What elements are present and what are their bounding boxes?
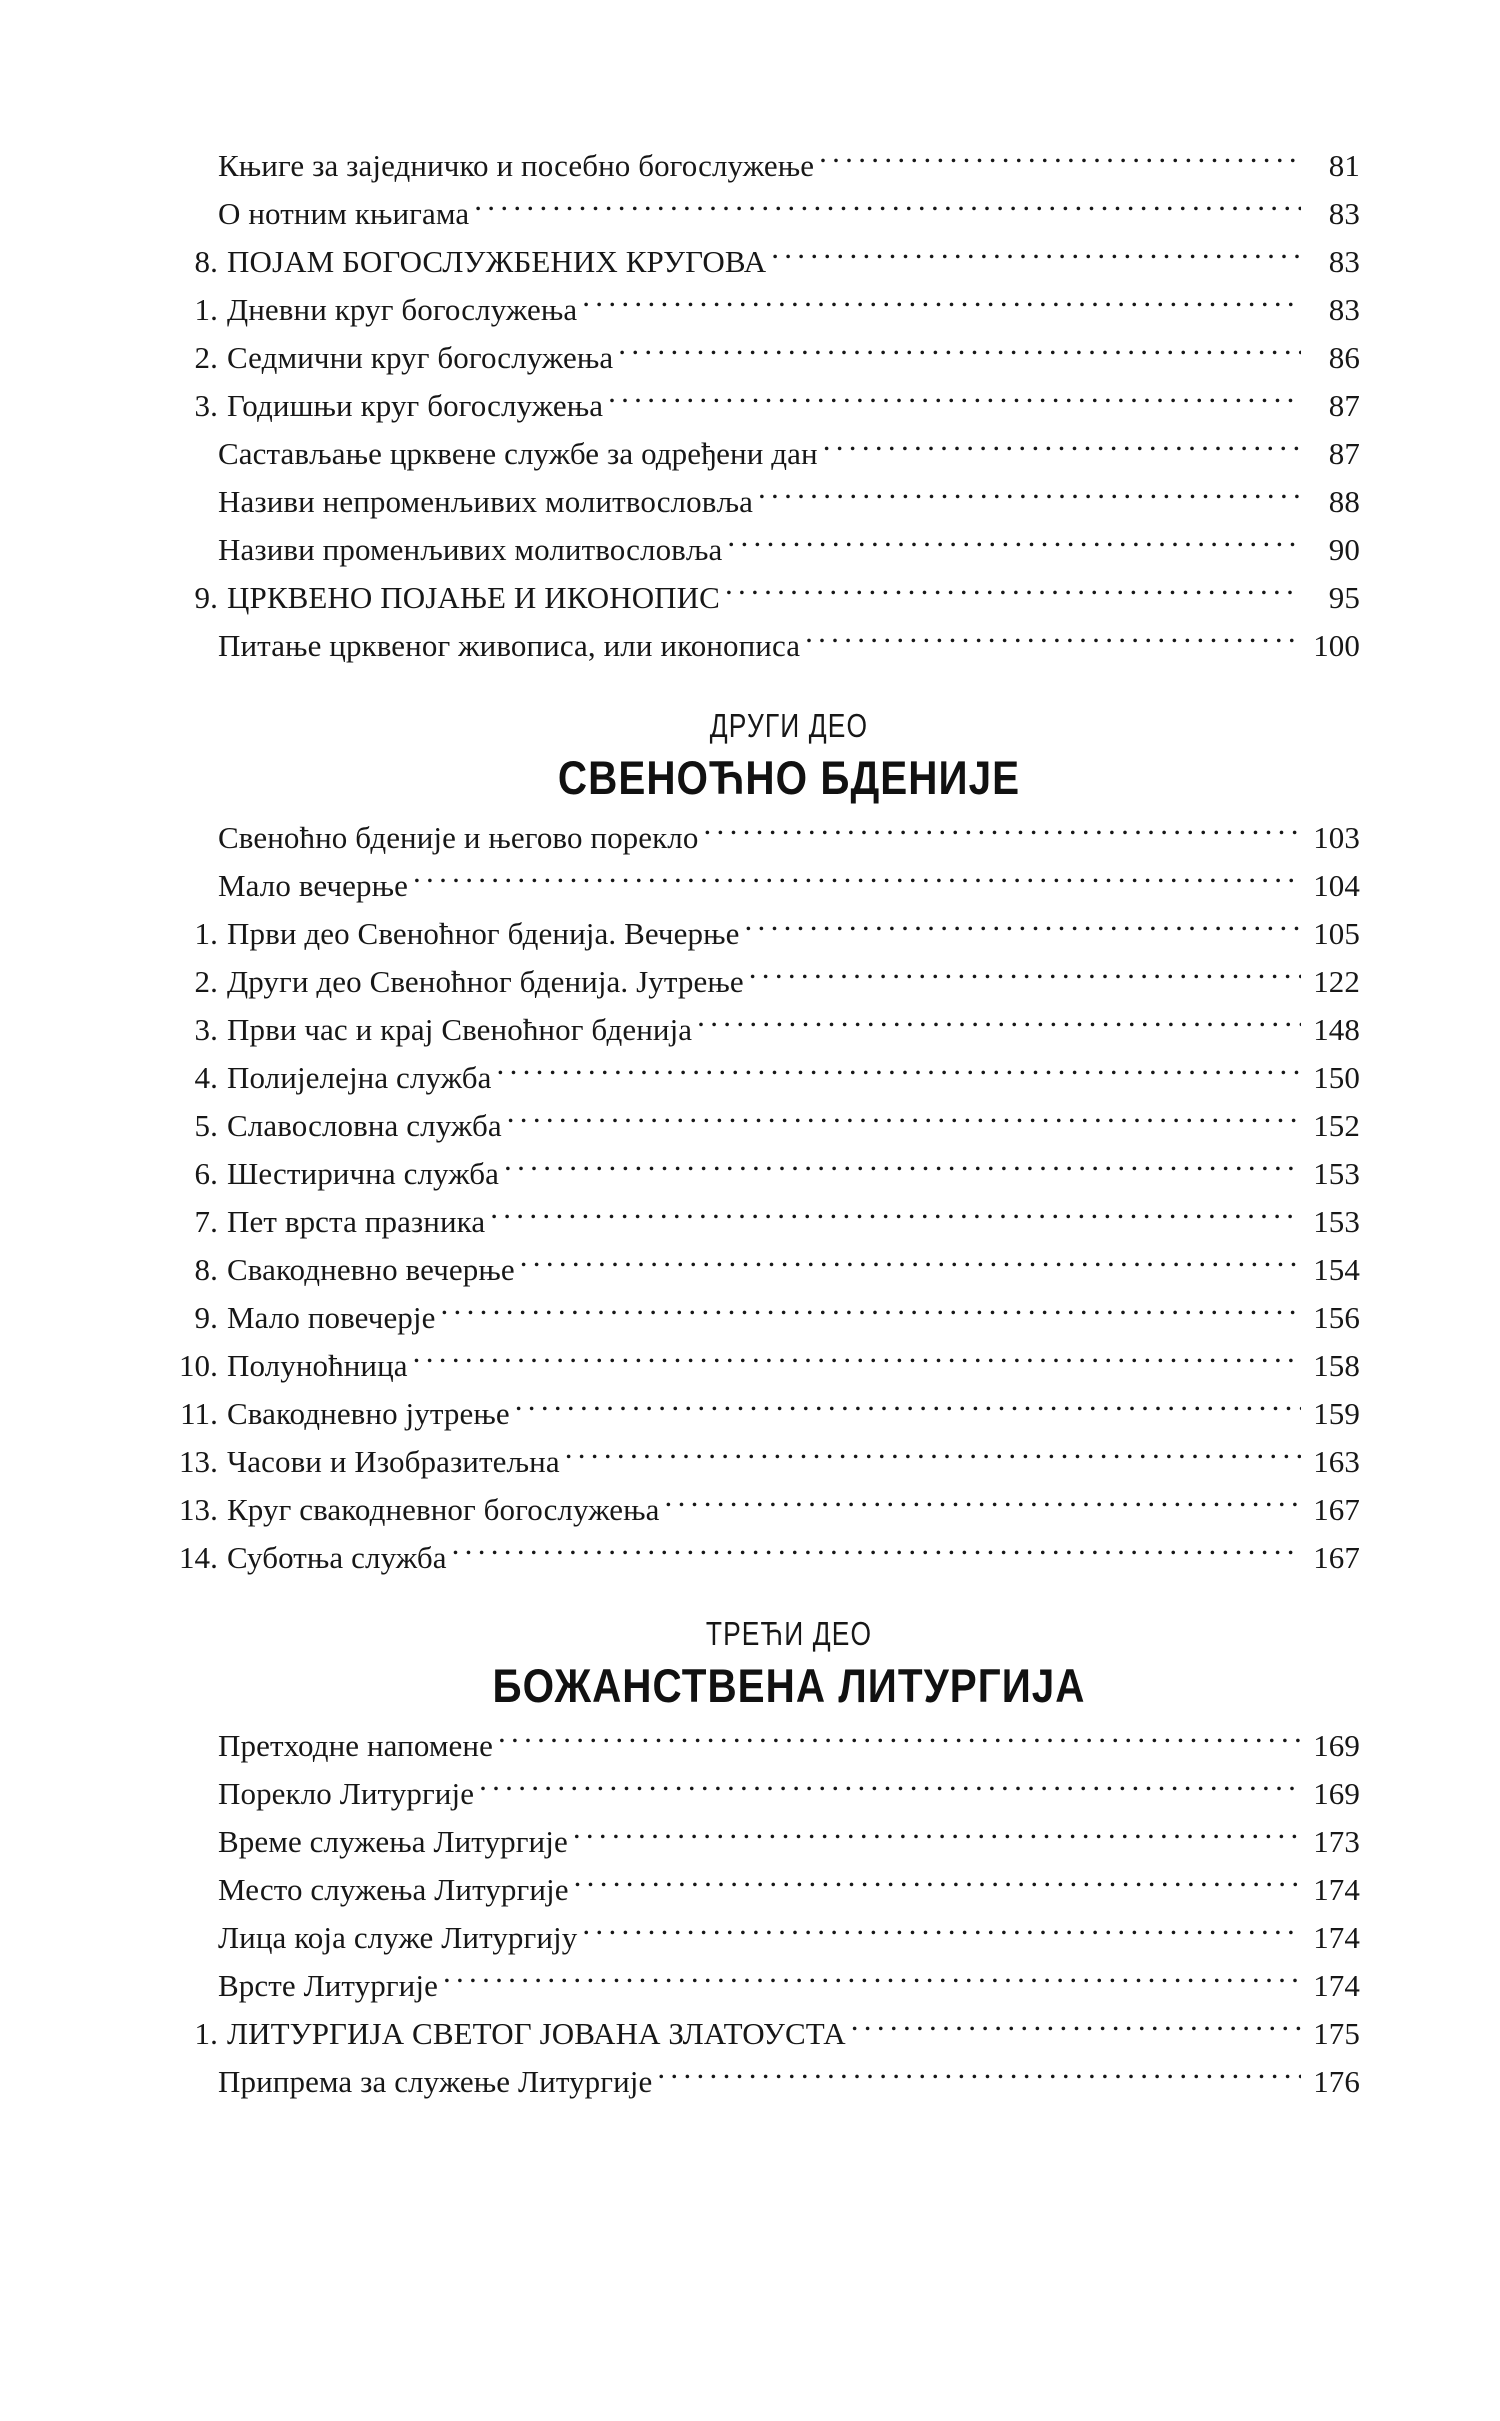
toc-leader-dots [665,1489,1301,1520]
toc-entry[interactable] [218,814,1360,862]
toc-entry-title: Време служења Литургије [218,1824,568,1859]
toc-page-number: 88 [1328,484,1360,519]
toc-page-number: 153 [1313,1156,1360,1191]
toc-entry-title: Свакодневно вечерње [227,1252,515,1287]
toc-page-number: 153 [1313,1204,1360,1239]
toc-entry[interactable] [218,1770,1360,1818]
toc-entry-number: 9. [194,1300,218,1335]
toc-entry-number: 5. [194,1108,218,1143]
toc-entry[interactable] [218,478,1360,526]
toc-page-number: 105 [1313,916,1360,951]
toc-entry[interactable] [218,190,1360,238]
toc-page-number: 103 [1313,820,1360,855]
toc-page-number: 86 [1328,340,1360,375]
toc-leader-dots [703,817,1301,848]
toc-page-number: 167 [1313,1492,1360,1527]
toc-page-number: 158 [1313,1348,1360,1383]
toc-page-number: 87 [1328,436,1360,471]
toc-page-number: 81 [1328,148,1360,183]
toc-entry[interactable] [163,1390,1360,1438]
toc-entry-title: ЛИТУРГИЈА СВЕТОГ ЈОВАНА ЗЛАТОУСТА [227,2016,846,2051]
toc-leader-dots [744,913,1301,944]
toc-leader-dots [573,1821,1301,1852]
toc-entry-title: Славословна служба [227,1108,502,1143]
toc-entry-title: Седмични круг богослужења [227,340,614,375]
toc-page-number: 100 [1313,628,1360,663]
toc-entry-title: Часови и Изобразитељна [227,1444,560,1479]
toc-page-number: 156 [1313,1300,1360,1335]
toc-entry-title: Дневни круг богослужења [227,292,578,327]
toc-entry-title: Годишњи круг богослужења [227,388,604,423]
toc-entry[interactable] [218,142,1360,190]
toc-leader-dots [749,961,1301,992]
toc-leader-dots [520,1249,1301,1280]
toc-leader-dots [582,1917,1301,1948]
toc-entry[interactable] [163,1006,1360,1054]
toc-page-number: 90 [1328,532,1360,567]
toc-entry-number: 3. [194,388,218,423]
toc-page-number: 174 [1313,1872,1360,1907]
toc-entry[interactable] [163,286,1360,334]
toc-entry-title: Круг свакодневног богослужења [227,1492,660,1527]
toc-entry[interactable] [140,238,1360,286]
toc-leader-dots [498,1725,1301,1756]
toc-page-number: 176 [1313,2064,1360,2099]
toc-page-number: 83 [1328,244,1360,279]
toc-entry-number: 1. [194,2016,218,2051]
toc-leader-dots [504,1153,1301,1184]
toc-entry-title: Мало вечерње [218,868,408,903]
toc-leader-dots [697,1009,1301,1040]
toc-entry[interactable] [218,862,1360,910]
toc-leader-dots [490,1201,1301,1232]
toc-entry-number: 1. [194,916,218,951]
toc-entry-title: Пет врста празника [227,1204,486,1239]
toc-leader-dots [479,1773,1301,1804]
toc-leader-dots [725,577,1301,608]
toc-entry-number: 10. [178,1348,218,1383]
toc-leader-dots [823,433,1301,464]
part-title: БОЖАНСТВЕНА ЛИТУРГИЈА [492,1659,1086,1712]
toc-entry[interactable] [140,2010,1360,2058]
toc-entry-number: 4. [194,1060,218,1095]
toc-leader-dots [452,1537,1301,1568]
toc-page-number: 104 [1313,868,1360,903]
toc-leader-dots [819,145,1301,176]
toc-entry-title: О нотним књигама [218,196,470,231]
toc-entry-title: Књиге за заједничко и посебно богослужење [218,148,815,183]
toc-leader-dots [440,1297,1301,1328]
toc-entry-title: ПОЈАМ БОГОСЛУЖБЕНИХ КРУГОВА [227,244,767,279]
toc-entry-title: Претходне напомене [218,1728,493,1763]
toc-entry-title: Врсте Литургије [218,1968,438,2003]
toc-entry[interactable] [163,1198,1360,1246]
toc-entry[interactable] [163,1102,1360,1150]
toc-leader-dots [565,1441,1301,1472]
toc-leader-dots [574,1869,1301,1900]
toc-leader-dots [758,481,1301,512]
part-kicker: ДРУГИ ДЕО [709,707,869,744]
toc-entry-number: 6. [194,1156,218,1191]
toc-entry-number: 13. [178,1492,218,1527]
toc-entry[interactable] [163,1438,1360,1486]
toc-page-number: 167 [1313,1540,1360,1575]
toc-page-number: 163 [1313,1444,1360,1479]
toc-leader-dots [474,193,1301,224]
toc-entry-title: Други део Свеноћног бденија. Јутрење [227,964,744,999]
toc-leader-dots [515,1393,1301,1424]
toc-entry-number: 13. [178,1444,218,1479]
toc-entry[interactable] [163,1534,1360,1582]
toc-entry[interactable] [163,910,1360,958]
toc-entry-title: Полуноћница [227,1348,408,1383]
toc-page-number: 169 [1313,1728,1360,1763]
toc-leader-dots [618,337,1301,368]
toc-entry[interactable] [218,2058,1360,2106]
toc-entry[interactable] [218,1818,1360,1866]
toc-entry[interactable] [218,1722,1360,1770]
toc-entry-number: 14. [178,1540,218,1575]
toc-leader-dots [851,2013,1301,2044]
toc-entry-title: Полијелејна служба [227,1060,492,1095]
toc-entry-title: Свакодневно јутрење [227,1396,510,1431]
toc-entry-title: Шестирична служба [227,1156,500,1191]
toc-entry-title: Порекло Литургије [218,1776,475,1811]
toc-entry[interactable] [163,1486,1360,1534]
toc-entry-number: 3. [194,1012,218,1047]
toc-entry-title: Први део Свеноћног бденија. Вечерње [227,916,740,951]
toc-page-number: 169 [1313,1776,1360,1811]
toc-entry-title: ЦРКВЕНО ПОЈАЊЕ И ИКОНОПИС [227,580,720,615]
toc-entry-title: Мало повечерје [227,1300,436,1335]
toc-entry[interactable] [218,1866,1360,1914]
toc-entry[interactable] [163,1342,1360,1390]
toc-page-number: 95 [1328,580,1360,615]
toc-page-number: 150 [1313,1060,1360,1095]
toc-page-number: 83 [1328,196,1360,231]
part-kicker: ТРЕЋИ ДЕО [705,1615,873,1652]
toc-entry-title: Састављање црквене службе за одређени дан [218,436,818,471]
toc-page-number: 148 [1313,1012,1360,1047]
table-of-contents [178,142,1360,2106]
toc-entry-number: 11. [180,1396,218,1431]
toc-leader-dots [805,625,1301,656]
toc-leader-dots [771,241,1301,272]
toc-entry[interactable] [218,430,1360,478]
toc-page-number: 173 [1313,1824,1360,1859]
toc-entry-number: 8. [194,244,218,279]
toc-entry[interactable] [218,622,1360,670]
toc-page-number: 175 [1313,2016,1360,2051]
toc-entry-title: Називи непроменљивих молитвословља [218,484,753,519]
toc-entry-number: 2. [194,964,218,999]
toc-page-number: 174 [1313,1920,1360,1955]
toc-entry-title: Суботња служба [227,1540,447,1575]
toc-entry-number: 8. [194,1252,218,1287]
toc-entry-title: Први час и крај Свеноћног бденија [227,1012,693,1047]
toc-page-number: 83 [1328,292,1360,327]
toc-entry[interactable] [218,1962,1360,2010]
toc-entry[interactable] [163,958,1360,1006]
toc-entry-title: Свеноћно бденије и његово порекло [218,820,699,855]
toc-leader-dots [582,289,1301,320]
toc-page-number: 152 [1313,1108,1360,1143]
toc-entry[interactable] [163,334,1360,382]
toc-page-number: 122 [1313,964,1360,999]
toc-leader-dots [443,1965,1301,1996]
part-heading-block [218,670,1360,814]
toc-entry-title: Припрема за служење Литургије [218,2064,653,2099]
toc-leader-dots [507,1105,1301,1136]
toc-entry-number: 7. [194,1204,218,1239]
toc-page-number: 174 [1313,1968,1360,2003]
toc-entry-number: 2. [194,340,218,375]
toc-leader-dots [727,529,1301,560]
toc-entry[interactable] [163,382,1360,430]
toc-entry[interactable] [218,526,1360,574]
toc-entry[interactable] [163,1150,1360,1198]
toc-entry-title: Место служења Литургије [218,1872,569,1907]
toc-entry-number: 9. [194,580,218,615]
toc-entry[interactable] [163,1054,1360,1102]
toc-entry-title: Питање црквеног живописа, или иконописа [218,628,801,663]
toc-entry[interactable] [218,1914,1360,1962]
toc-leader-dots [413,1345,1301,1376]
toc-entry-title: Називи променљивих молитвословља [218,532,723,567]
part-title: СВЕНОЋНО БДЕНИЈЕ [557,751,1021,804]
toc-entry[interactable] [163,1294,1360,1342]
toc-page-number: 159 [1313,1396,1360,1431]
toc-page-number: 154 [1313,1252,1360,1287]
toc-entry-title: Лица која служе Литургију [218,1920,578,1955]
toc-leader-dots [497,1057,1301,1088]
part-heading-block [218,1582,1360,1722]
toc-leader-dots [413,865,1301,896]
toc-entry[interactable] [140,574,1360,622]
toc-entry[interactable] [163,1246,1360,1294]
toc-entry-number: 1. [194,292,218,327]
toc-leader-dots [657,2061,1301,2092]
toc-leader-dots [608,385,1301,416]
toc-page-number: 87 [1328,388,1360,423]
